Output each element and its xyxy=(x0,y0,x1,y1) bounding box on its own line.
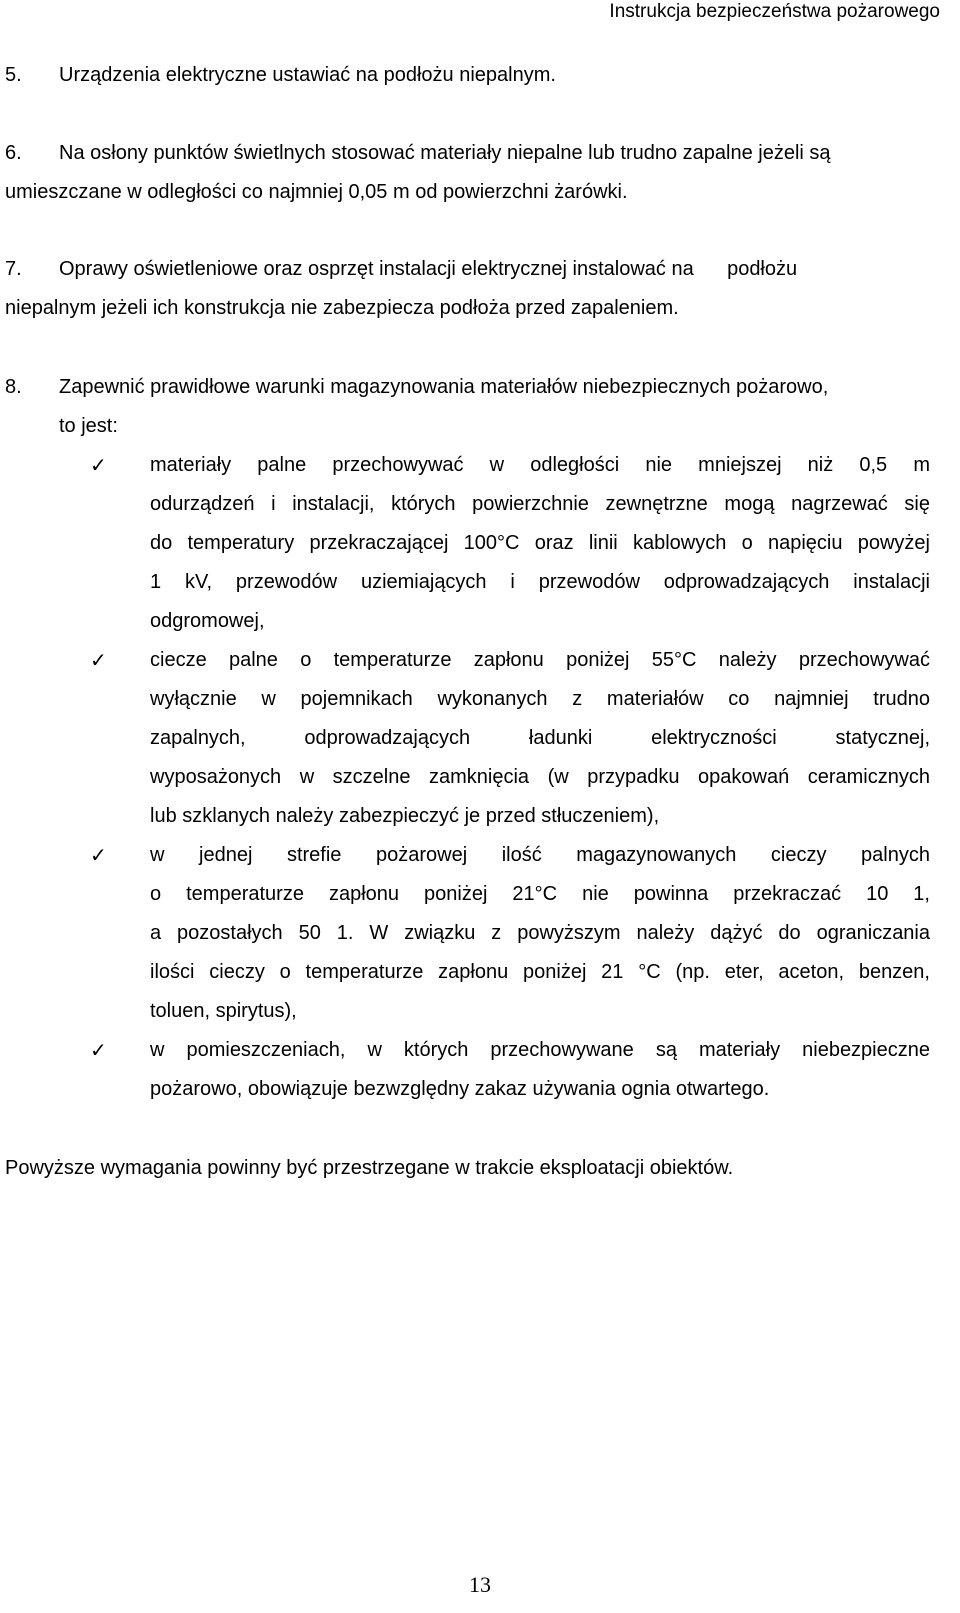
item-text: to jest: xyxy=(59,415,118,437)
list-item-8 xyxy=(5,368,935,446)
checkmark-icon: ✓ xyxy=(90,843,107,867)
checklist-line: pożarowo, obowiązuje bezwzględny zakaz używania ognia otwartego. xyxy=(150,1078,770,1100)
checklist-line: odgromowej, xyxy=(150,610,265,632)
item-text: niepalnym jeżeli ich konstrukcja nie zabezpiecza podłoża przed zapaleniem. xyxy=(5,297,679,319)
checklist-line: odurządzeń i instalacji, których powierzchnie zewnętrzne mogą nagrzewać się xyxy=(150,493,930,515)
checklist-line: materiały palne przechowywać w odległości nie mniejszej niż 0,5 m xyxy=(150,454,930,476)
checklist xyxy=(90,446,930,1109)
checklist-line: zapalnych, odprowadzających ładunki elektryczności statycznej, xyxy=(150,727,930,749)
checklist-item xyxy=(90,446,930,641)
item-number: 6. xyxy=(5,142,22,164)
checklist-line: a pozostałych 50 1. W związku z powyższym należy dążyć do ograniczania xyxy=(150,922,930,944)
checklist-line: ciecze palne o temperaturze zapłonu poniżej 55°C należy przechowywać xyxy=(150,649,930,671)
checklist-line: wyposażonych w szczelne zamknięcia (w przypadku opakowań ceramicznych xyxy=(150,766,930,788)
checkmark-icon: ✓ xyxy=(90,453,107,477)
checklist-line: ilości cieczy o temperaturze zapłonu poniżej 21 °C (np. eter, aceton, benzen, xyxy=(150,961,930,983)
item-number: 5. xyxy=(5,64,22,86)
running-header: Instrukcja bezpieczeństwa pożarowego xyxy=(609,1,940,22)
checklist-line: toluen, spirytus), xyxy=(150,1000,297,1022)
checklist-item xyxy=(90,1031,930,1109)
checklist-line: lub szklanych należy zabezpieczyć je przed stłuczeniem), xyxy=(150,805,660,827)
checklist-line: 1 kV, przewodów uziemiających i przewodów odprowadzających instalacji xyxy=(150,571,930,593)
page-number: 13 xyxy=(469,1572,491,1597)
item-number: 7. xyxy=(5,258,22,280)
item-number: 8. xyxy=(5,376,22,398)
item-text: umieszczane w odległości co najmniej 0,05 m od powierzchni żarówki. xyxy=(5,181,628,203)
list-item-6 xyxy=(5,134,935,212)
checklist-line: w jednej strefie pożarowej ilość magazynowanych cieczy palnych xyxy=(150,844,930,866)
item-text: Urządzenia elektryczne ustawiać na podłożu niepalnym. xyxy=(59,64,556,86)
checklist-line: w pomieszczeniach, w których przechowywane są materiały niebezpieczne xyxy=(150,1039,930,1061)
item-text: Oprawy oświetleniowe oraz osprzęt instalacji elektrycznej instalować na podłożu xyxy=(59,258,798,280)
list-item-7 xyxy=(5,250,935,328)
checklist-line: do temperatury przekraczającej 100°C oraz linii kablowych o napięciu powyżej xyxy=(150,532,930,554)
summary-paragraph: Powyższe wymagania powinny być przestrzegane w trakcie eksploatacji obiektów. xyxy=(5,1157,734,1179)
checklist-item xyxy=(90,836,930,1031)
item-text: Na osłony punktów świetlnych stosować materiały niepalne lub trudno zapalne jeżeli są xyxy=(59,142,831,164)
list-item-5 xyxy=(5,56,935,95)
checkmark-icon: ✓ xyxy=(90,648,107,672)
checkmark-icon: ✓ xyxy=(90,1038,107,1062)
checklist-line: wyłącznie w pojemnikach wykonanych z materiałów co najmniej trudno xyxy=(150,688,930,710)
item-text: Zapewnić prawidłowe warunki magazynowania materiałów niebezpiecznych pożarowo, xyxy=(59,376,829,398)
checklist-item xyxy=(90,641,930,836)
checklist-line: o temperaturze zapłonu poniżej 21°C nie powinna przekraczać 10 1, xyxy=(150,883,930,905)
